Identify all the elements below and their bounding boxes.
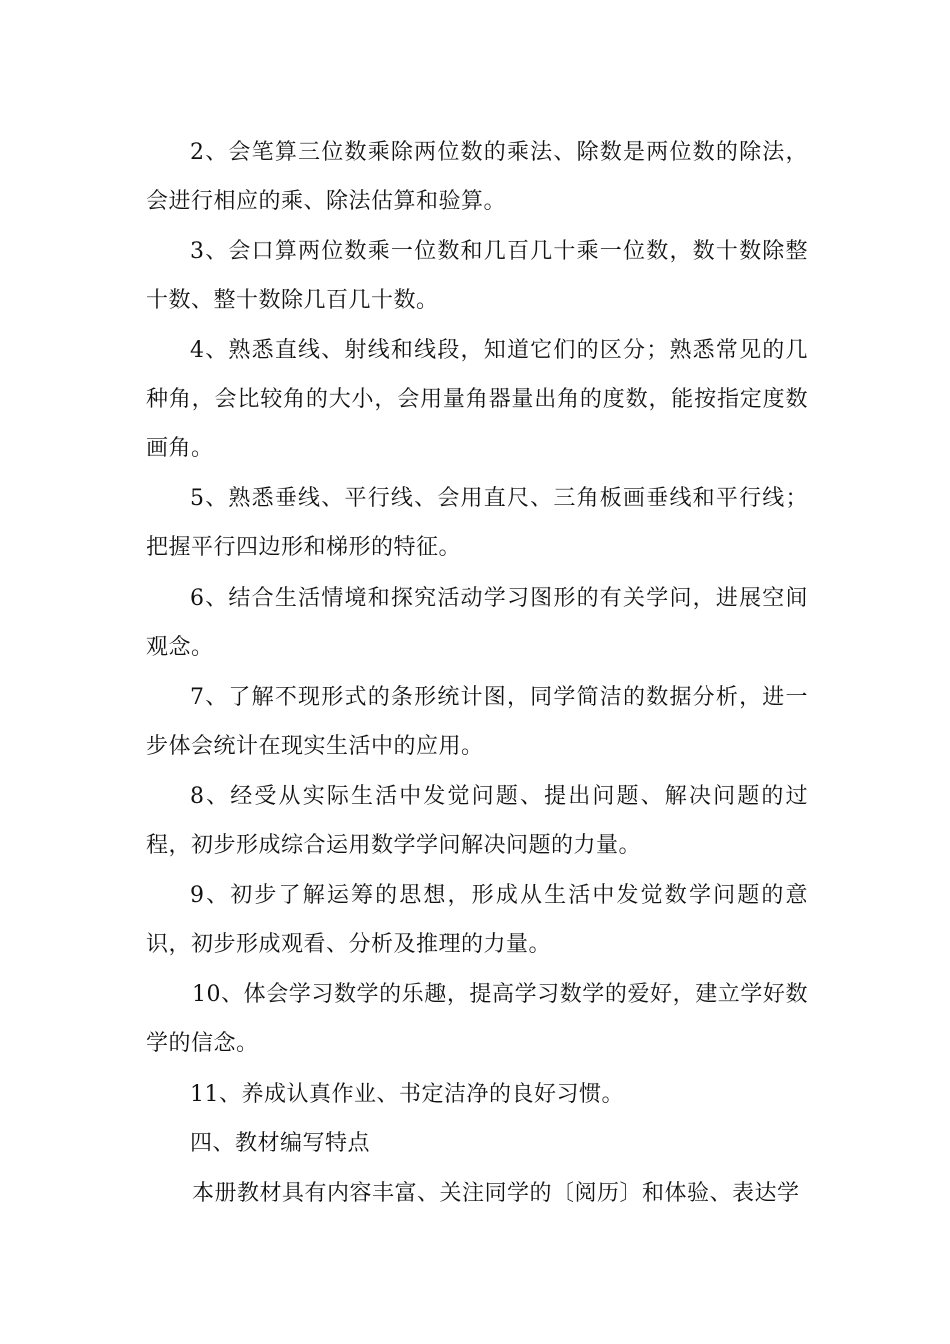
objective-10-paragraph: 10、体会学习数学的乐趣，提高学习数学的爱好，建立学好数学的信念。 <box>146 982 808 1056</box>
objective-9-paragraph: 9、初步了解运筹的思想，形成从生活中发觉数学问题的意识，初步形成观看、分析及推理的力量。 <box>146 883 808 957</box>
objective-11-paragraph: 11、养成认真作业、书定洁净的良好习惯。 <box>190 1082 624 1107</box>
objective-4-paragraph: 4、熟悉直线、射线和线段，知道它们的区分；熟悉常见的几种角，会比较角的大小，会用量角器量出角的度数，能按指定度数画角。 <box>146 338 808 461</box>
objective-7-paragraph: 7、了解不现形式的条形统计图，同学简洁的数据分析，进一步体会统计在现实生活中的应用。 <box>146 685 808 759</box>
objective-5-paragraph: 5、熟悉垂线、平行线、会用直尺、三角板画垂线和平行线；把握平行四边形和梯形的特征。 <box>146 486 808 560</box>
textbook-features-paragraph: 本册教材具有内容丰富、关注同学的〔阅历〕和体验、表达学 <box>192 1181 800 1206</box>
objective-2-paragraph: 2、会笔算三位数乘除两位数的乘法、除数是两位数的除法，会进行相应的乘、除法估算和验算。 <box>146 140 808 214</box>
section-heading: 四、教材编写特点 <box>190 1131 371 1156</box>
objective-8-paragraph: 8、经受从实际生活中发觉问题、提出问题、解决问题的过程，初步形成综合运用数学学问解决问题的力量。 <box>146 784 808 858</box>
objective-6-paragraph: 6、结合生活情境和探究活动学习图形的有关学问，进展空间观念。 <box>146 586 808 660</box>
objective-3-paragraph: 3、会口算两位数乘一位数和几百几十乘一位数，数十数除整十数、整十数除几百几十数。 <box>146 239 808 313</box>
